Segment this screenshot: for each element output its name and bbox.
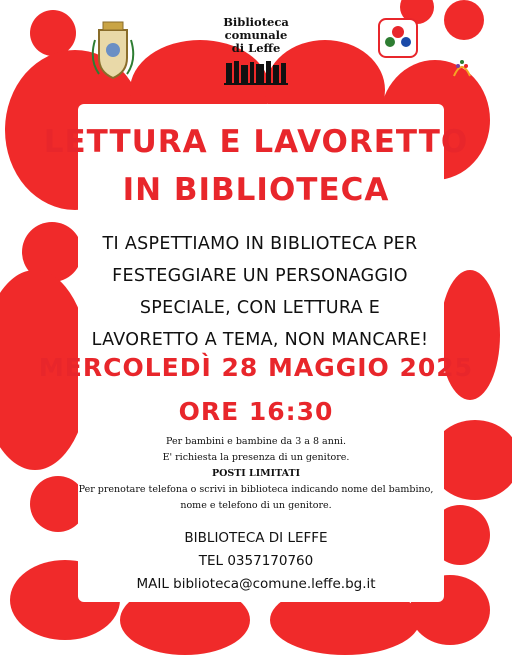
library-logo-line: Biblioteca — [223, 15, 289, 29]
library-name: BIBLIOTECA DI LEFFE — [184, 530, 328, 546]
event-time: ORE 16:30 — [178, 397, 334, 426]
booking-text: nome e telefono di un genitore. — [180, 500, 332, 511]
books-icon — [224, 59, 288, 85]
family-in-val-gandino-logo — [378, 18, 478, 60]
decor-dot — [30, 10, 76, 56]
le-cinque-terre-logo — [376, 74, 476, 96]
coat-of-arms-icon — [89, 20, 137, 84]
details-block — [0, 434, 512, 514]
title-line-1: LETTURA E LAVORETTO — [43, 124, 469, 160]
sun-hand-icon — [450, 56, 474, 80]
intro-line: SPECIALE, CON LETTURA E — [139, 298, 381, 318]
library-logo-line: comunale — [224, 28, 288, 42]
library-logo — [222, 16, 290, 94]
event-date: MERCOLEDÌ 28 MAGGIO 2025 — [38, 353, 474, 382]
email-address: MAIL biblioteca@comune.leffe.bg.it — [136, 576, 376, 592]
intro-line: TI ASPETTIAMO IN BIBLIOTECA PER — [102, 234, 418, 254]
intro-line: LAVORETTO A TEMA, NON MANCARE! — [91, 330, 429, 350]
audience-text: Per bambini e bambine da 3 a 8 anni. — [165, 436, 346, 447]
title-line-2: IN BIBLIOTECA — [122, 172, 390, 208]
intro-text — [84, 228, 436, 356]
library-logo-line: di Leffe — [231, 41, 281, 55]
parent-text: E' richiesta la presenza di un genitore. — [162, 452, 350, 463]
family-badge-icon — [378, 18, 418, 58]
contacts-block — [0, 527, 512, 596]
booking-text: Per prenotare telefona o scrivi in biblioteca indicando nome del bambino, — [78, 484, 434, 495]
phone-number: TEL 0357170760 — [198, 553, 314, 569]
limited-seats-text: POSTI LIMITATI — [211, 468, 301, 479]
intro-line: FESTEGGIARE UN PERSONAGGIO — [112, 266, 408, 286]
